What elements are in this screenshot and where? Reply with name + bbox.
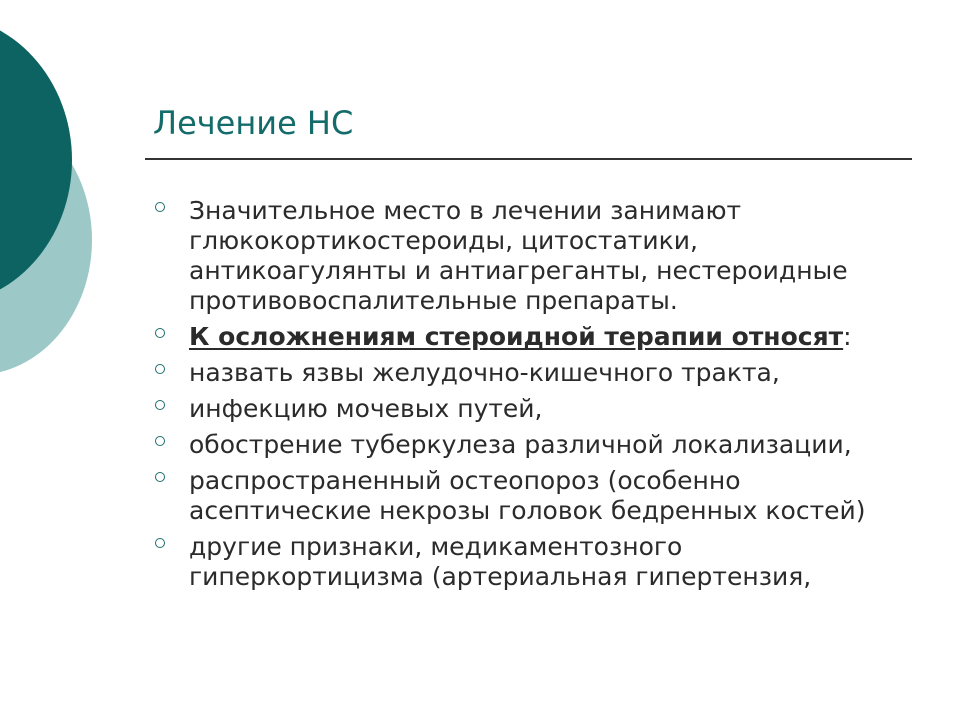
bullet-item — [155, 394, 915, 424]
hollow-circle-bullet-icon — [155, 364, 165, 374]
bullet-item — [155, 532, 915, 592]
hollow-circle-bullet-icon — [155, 472, 165, 482]
hollow-circle-bullet-icon — [155, 400, 165, 410]
hollow-circle-bullet-icon — [155, 436, 165, 446]
bullet-text: распространенный остеопороз (особенно асептические некрозы головок бедренных костей) — [189, 466, 866, 525]
bullet-item — [155, 466, 915, 526]
bullet-item — [155, 322, 915, 352]
bullet-item — [155, 358, 915, 388]
bullet-text: назвать язвы желудочно-кишечного тракта, — [189, 358, 780, 387]
bullet-emphasis-text: К осложнениям стероидной терапии относят — [189, 322, 844, 351]
hollow-circle-bullet-icon — [155, 202, 165, 212]
hollow-circle-bullet-icon — [155, 538, 165, 548]
bullet-text: Значительное место в лечении занимают глюкокортикостероиды, цитостатики, антикоагулянты и антиагреганты, нестероидные противовоспалительные препараты. — [189, 196, 848, 315]
bullet-text: другие признаки, медикаментозного гиперкортицизма (артериальная гипертензия, — [189, 532, 812, 591]
bullet-text: обострение туберкулеза различной локализации, — [189, 430, 852, 459]
bullet-text: инфекцию мочевых путей, — [189, 394, 543, 423]
bullet-item — [155, 196, 915, 316]
bullet-suffix: : — [843, 322, 852, 351]
title-divider — [145, 158, 912, 160]
hollow-circle-bullet-icon — [155, 328, 165, 338]
bullet-item — [155, 430, 915, 460]
slide-title: Лечение НС — [153, 104, 354, 142]
bullet-list — [155, 196, 915, 598]
